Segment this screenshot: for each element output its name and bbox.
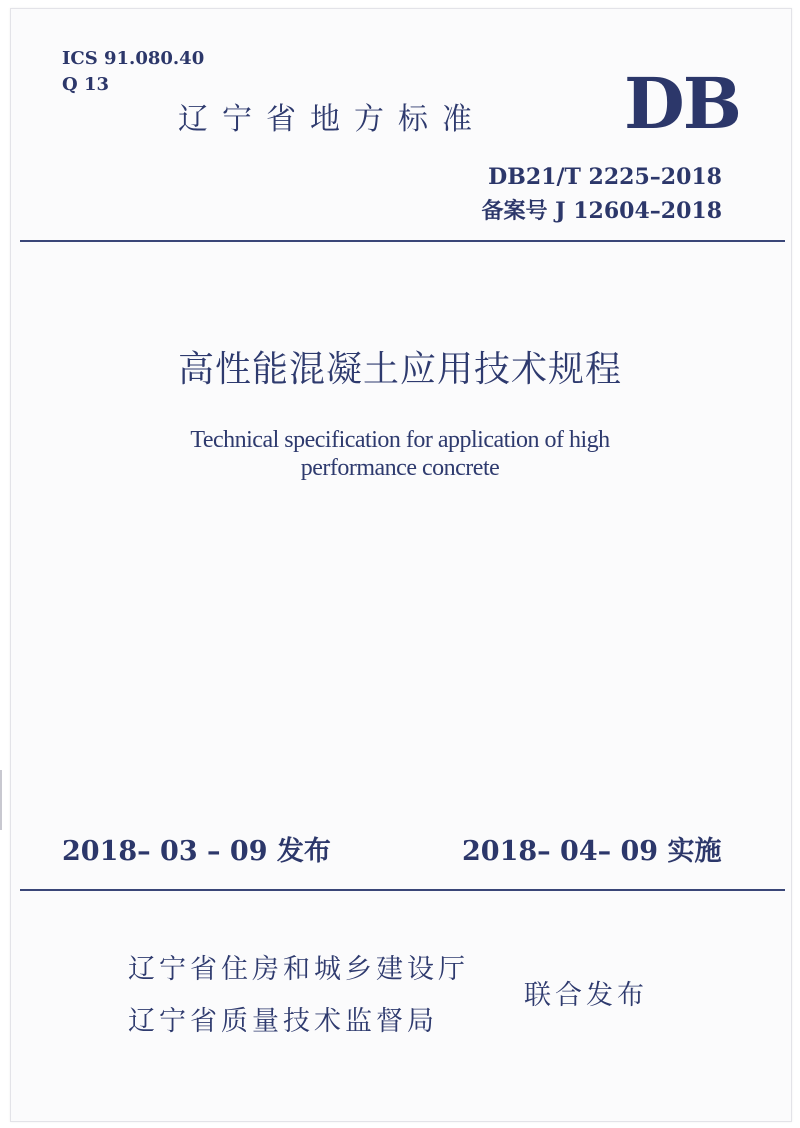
- binding-edge: [0, 770, 6, 830]
- joint-issue-label: 联合发布: [524, 980, 648, 1011]
- title-chinese: 高性能混凝土应用技术规程: [177, 349, 622, 390]
- title-english-line1: Technical specification for application of high: [190, 427, 610, 453]
- issuer-quality-bureau: 辽宁省质量技术监督局: [128, 1006, 438, 1037]
- issuer-housing-department: 辽宁省住房和城乡建设厅: [128, 954, 469, 985]
- issue-date: 2018– 03 – 09 发布: [62, 836, 331, 867]
- standard-number: DB21/T 2225–2018: [488, 164, 722, 190]
- db-logo: DB: [624, 62, 740, 145]
- implementation-date: 2018– 04– 09 实施: [462, 836, 722, 867]
- record-number: 备案号 J 12604–2018: [481, 198, 722, 224]
- title-english-line2: performance concrete: [300, 455, 500, 481]
- top-divider: [20, 240, 785, 242]
- bottom-divider: [20, 889, 785, 891]
- classification-code: Q 13: [62, 74, 109, 95]
- standard-type: 辽宁省地方标准: [178, 102, 486, 137]
- ics-code: ICS 91.080.40: [62, 48, 205, 69]
